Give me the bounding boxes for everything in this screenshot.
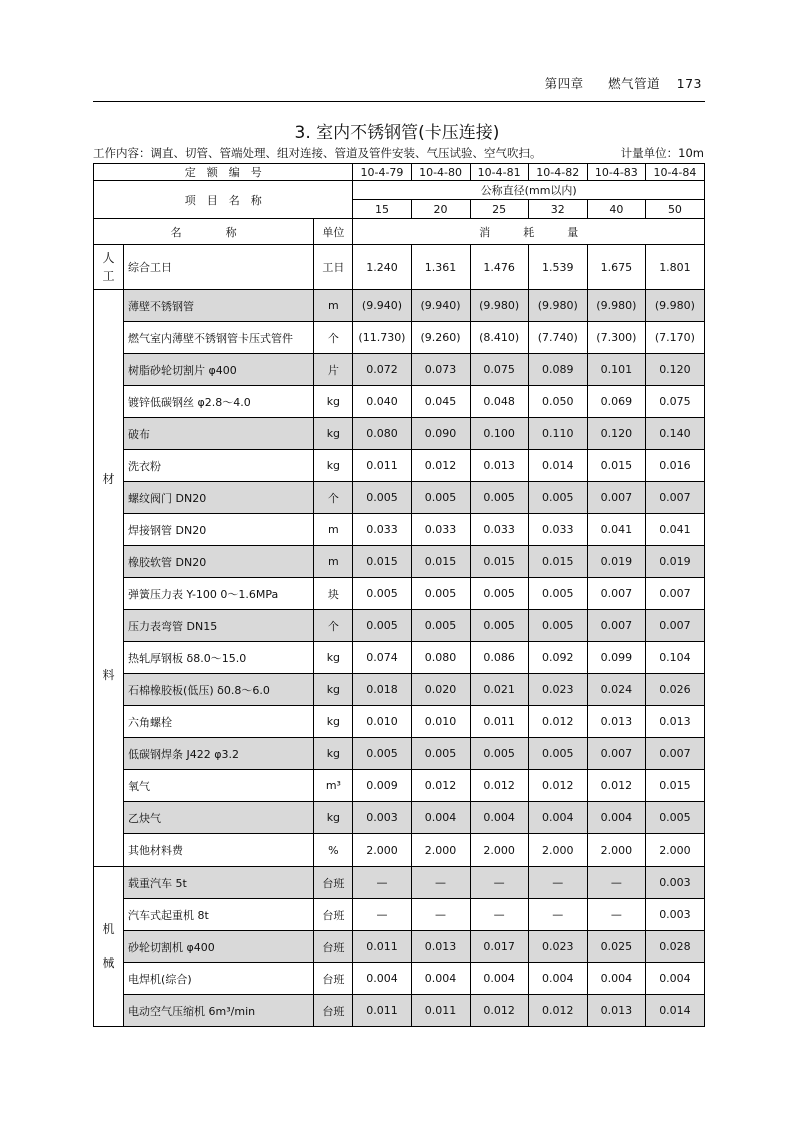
consumption-value: 0.015 xyxy=(645,770,704,802)
consumption-value: 0.005 xyxy=(528,610,587,642)
consumption-value: 0.075 xyxy=(470,354,528,386)
consumption-value: 0.041 xyxy=(587,514,645,546)
table-row xyxy=(94,867,705,899)
consumption-value: 0.005 xyxy=(470,578,528,610)
consumption-value: 0.005 xyxy=(411,610,470,642)
consumption-value: 0.090 xyxy=(411,418,470,450)
diameter-value: 25 xyxy=(470,200,528,219)
table-row xyxy=(94,450,705,482)
consumption-value: 0.015 xyxy=(353,546,411,578)
category-machinery-top: 机 xyxy=(102,921,115,936)
consumption-value: 0.023 xyxy=(528,931,587,963)
item-name: 树脂砂轮切割片 φ400 xyxy=(124,354,314,386)
table-row xyxy=(94,995,705,1027)
consumption-value: 0.045 xyxy=(411,386,470,418)
consumption-value: 0.012 xyxy=(411,770,470,802)
consumption-value: 2.000 xyxy=(587,834,645,867)
category-materials-top: 材 xyxy=(102,472,115,487)
consumption-value: 0.100 xyxy=(470,418,528,450)
consumption-value: 0.110 xyxy=(528,418,587,450)
consumption-value: 0.013 xyxy=(587,995,645,1027)
consumption-value: 0.028 xyxy=(645,931,704,963)
table-row xyxy=(94,322,705,354)
item-unit: 台班 xyxy=(314,867,353,899)
consumption-value: — xyxy=(470,899,528,931)
consumption-value: 0.007 xyxy=(645,578,704,610)
consumption-value: 0.104 xyxy=(645,642,704,674)
consumption-value: 0.003 xyxy=(353,802,411,834)
consumption-value: (11.730) xyxy=(353,322,411,354)
consumption-value: 2.000 xyxy=(645,834,704,867)
item-unit: 台班 xyxy=(314,899,353,931)
item-unit: 片 xyxy=(314,354,353,386)
consumption-value: 0.015 xyxy=(528,546,587,578)
item-name: 弹簧压力表 Y-100 0～1.6MPa xyxy=(124,578,314,610)
consumption-value: 0.041 xyxy=(645,514,704,546)
quota-code: 10-4-84 xyxy=(645,164,704,181)
consumption-value: 2.000 xyxy=(411,834,470,867)
consumption-value: 0.040 xyxy=(353,386,411,418)
consumption-value: 0.003 xyxy=(645,867,704,899)
table-row xyxy=(94,290,705,322)
consumption-value: 0.092 xyxy=(528,642,587,674)
item-name: 洗衣粉 xyxy=(124,450,314,482)
consumption-value: (9.980) xyxy=(528,290,587,322)
item-name: 汽车式起重机 8t xyxy=(124,899,314,931)
consumption-value: — xyxy=(587,867,645,899)
table-row xyxy=(94,738,705,770)
table-row xyxy=(94,931,705,963)
consumption-value: 0.075 xyxy=(645,386,704,418)
item-name: 热轧厚钢板 δ8.0～15.0 xyxy=(124,642,314,674)
table-row xyxy=(94,546,705,578)
item-name: 橡胶软管 DN20 xyxy=(124,546,314,578)
item-name: 镀锌低碳钢丝 φ2.8～4.0 xyxy=(124,386,314,418)
consumption-value: 0.011 xyxy=(353,995,411,1027)
item-unit: m xyxy=(314,514,353,546)
consumption-value: 0.005 xyxy=(470,482,528,514)
consumption-value: 1.240 xyxy=(353,245,411,290)
consumption-value: 0.007 xyxy=(645,610,704,642)
consumption-value: 0.016 xyxy=(645,450,704,482)
item-name: 电动空气压缩机 6m³/min xyxy=(124,995,314,1027)
page-number: 173 xyxy=(676,76,702,91)
item-unit: 个 xyxy=(314,482,353,514)
item-name: 氧气 xyxy=(124,770,314,802)
quota-code-label: 定 额 编 号 xyxy=(94,164,353,181)
consumption-value: 0.004 xyxy=(587,802,645,834)
item-unit: kg xyxy=(314,386,353,418)
quota-code: 10-4-80 xyxy=(411,164,470,181)
table-row xyxy=(94,834,705,867)
consumption-value: 0.074 xyxy=(353,642,411,674)
item-unit: kg xyxy=(314,450,353,482)
item-unit: m xyxy=(314,290,353,322)
item-name: 焊接钢管 DN20 xyxy=(124,514,314,546)
consumption-value: 0.007 xyxy=(645,738,704,770)
column-header-row xyxy=(94,219,705,245)
item-name: 薄壁不锈钢管 xyxy=(124,290,314,322)
consumption-value: 0.004 xyxy=(587,963,645,995)
table-row xyxy=(94,418,705,450)
consumption-value: 0.073 xyxy=(411,354,470,386)
consumption-value: (7.170) xyxy=(645,322,704,354)
consumption-value: 0.005 xyxy=(645,802,704,834)
consumption-value: 0.101 xyxy=(587,354,645,386)
quota-code: 10-4-79 xyxy=(353,164,411,181)
consumption-value: 0.005 xyxy=(411,482,470,514)
table-row xyxy=(94,386,705,418)
consumption-value: 0.025 xyxy=(587,931,645,963)
consumption-value: (9.980) xyxy=(587,290,645,322)
measurement-unit: 计量单位：10m xyxy=(620,146,704,160)
consumption-value: 0.004 xyxy=(470,802,528,834)
consumption-value: 0.024 xyxy=(587,674,645,706)
chapter-label: 第四章 xyxy=(544,76,584,91)
consumption-value: (9.260) xyxy=(411,322,470,354)
consumption-value: 0.033 xyxy=(353,514,411,546)
diameter-value: 40 xyxy=(587,200,645,219)
consumption-value: — xyxy=(528,899,587,931)
table-row xyxy=(94,354,705,386)
item-unit: 工日 xyxy=(314,245,353,290)
item-name: 破布 xyxy=(124,418,314,450)
item-unit: 台班 xyxy=(314,931,353,963)
item-name: 砂轮切割机 φ400 xyxy=(124,931,314,963)
consumption-value: 0.005 xyxy=(411,738,470,770)
consumption-value: 0.014 xyxy=(645,995,704,1027)
name-column-header: 名 称 xyxy=(94,219,314,245)
chapter-topic: 燃气管道 xyxy=(608,76,661,91)
item-unit: m³ xyxy=(314,770,353,802)
consumption-value: 0.007 xyxy=(587,610,645,642)
item-unit: kg xyxy=(314,418,353,450)
consumption-value: 0.033 xyxy=(411,514,470,546)
consumption-value: 0.004 xyxy=(528,963,587,995)
item-unit: kg xyxy=(314,738,353,770)
category-labor xyxy=(94,245,124,290)
consumption-value: 0.010 xyxy=(411,706,470,738)
table-row xyxy=(94,245,705,290)
consumption-value: 0.026 xyxy=(645,674,704,706)
consumption-value: 0.050 xyxy=(528,386,587,418)
table-row xyxy=(94,802,705,834)
table-row xyxy=(94,674,705,706)
item-unit: 块 xyxy=(314,578,353,610)
consumption-value: 0.005 xyxy=(470,738,528,770)
consumption-value: 0.004 xyxy=(353,963,411,995)
consumption-value: 0.012 xyxy=(470,770,528,802)
unit-column-header: 单位 xyxy=(314,219,353,245)
table-row xyxy=(94,514,705,546)
item-unit: m xyxy=(314,546,353,578)
consumption-value: 1.476 xyxy=(470,245,528,290)
item-name-row xyxy=(94,181,705,200)
consumption-value: (7.300) xyxy=(587,322,645,354)
consumption-value: — xyxy=(587,899,645,931)
table-row xyxy=(94,770,705,802)
consumption-value: 0.089 xyxy=(528,354,587,386)
category-machinery-bottom: 械 xyxy=(102,955,115,970)
consumption-value: 0.033 xyxy=(528,514,587,546)
table-row xyxy=(94,706,705,738)
consumption-value: 0.005 xyxy=(411,578,470,610)
consumption-value: 2.000 xyxy=(528,834,587,867)
consumption-value: 0.004 xyxy=(645,963,704,995)
consumption-value: (9.940) xyxy=(411,290,470,322)
category-machinery xyxy=(94,867,124,1027)
consumption-value: 1.539 xyxy=(528,245,587,290)
consumption-value: 0.019 xyxy=(645,546,704,578)
item-unit: 个 xyxy=(314,610,353,642)
quota-table xyxy=(93,163,705,1027)
consumption-value: 0.120 xyxy=(587,418,645,450)
consumption-value: 0.012 xyxy=(528,995,587,1027)
item-name: 螺纹阀门 DN20 xyxy=(124,482,314,514)
item-unit: kg xyxy=(314,642,353,674)
item-unit: 个 xyxy=(314,322,353,354)
consumption-value: — xyxy=(470,867,528,899)
quota-code: 10-4-81 xyxy=(470,164,528,181)
consumption-value: (8.410) xyxy=(470,322,528,354)
table-row xyxy=(94,578,705,610)
diameter-value: 32 xyxy=(528,200,587,219)
consumption-value: 0.005 xyxy=(353,578,411,610)
table-row xyxy=(94,642,705,674)
consumption-value: 0.005 xyxy=(528,738,587,770)
item-name-label: 项 目 名 称 xyxy=(94,181,353,219)
category-materials xyxy=(94,290,124,867)
consumption-value: 0.012 xyxy=(528,770,587,802)
consumption-value: 0.007 xyxy=(587,578,645,610)
consumption-value: — xyxy=(411,899,470,931)
table-row xyxy=(94,899,705,931)
consumption-value: 0.069 xyxy=(587,386,645,418)
consumption-value: 0.086 xyxy=(470,642,528,674)
consumption-value: 0.017 xyxy=(470,931,528,963)
table-row xyxy=(94,610,705,642)
consumption-value: 2.000 xyxy=(470,834,528,867)
consumption-value: (9.980) xyxy=(470,290,528,322)
consumption-value: 0.007 xyxy=(587,738,645,770)
consumption-value: (7.740) xyxy=(528,322,587,354)
consumption-value: 0.005 xyxy=(353,482,411,514)
consumption-value: 0.140 xyxy=(645,418,704,450)
consumption-value: 0.015 xyxy=(470,546,528,578)
consumption-value: 0.013 xyxy=(470,450,528,482)
quota-code-row xyxy=(94,164,705,181)
item-unit: kg xyxy=(314,802,353,834)
diameter-value: 50 xyxy=(645,200,704,219)
consumption-value: — xyxy=(353,867,411,899)
consumption-value: 0.005 xyxy=(528,482,587,514)
category-materials-bottom: 料 xyxy=(102,668,115,682)
item-unit: 台班 xyxy=(314,963,353,995)
consumption-value: (9.980) xyxy=(645,290,704,322)
header-rule xyxy=(93,101,705,102)
category-labor-label: 人工 xyxy=(102,251,115,283)
consumption-value: 0.003 xyxy=(645,899,704,931)
consumption-value: 0.005 xyxy=(470,610,528,642)
item-name: 其他材料费 xyxy=(124,834,314,867)
consumption-value: 0.033 xyxy=(470,514,528,546)
consumption-value: 0.012 xyxy=(470,995,528,1027)
consumption-value: 0.015 xyxy=(411,546,470,578)
consumption-value: 0.019 xyxy=(587,546,645,578)
consumption-value: 0.004 xyxy=(411,963,470,995)
item-name: 燃气室内薄壁不锈钢管卡压式管件 xyxy=(124,322,314,354)
consumption-value: 0.080 xyxy=(353,418,411,450)
consumption-value: 1.361 xyxy=(411,245,470,290)
consumption-value: — xyxy=(353,899,411,931)
consumption-value: 0.080 xyxy=(411,642,470,674)
consumption-value: — xyxy=(411,867,470,899)
item-name: 电焊机(综合) xyxy=(124,963,314,995)
item-unit: kg xyxy=(314,706,353,738)
consumption-value: 0.021 xyxy=(470,674,528,706)
consumption-value: 0.011 xyxy=(411,995,470,1027)
item-unit: % xyxy=(314,834,353,867)
consumption-value: 0.005 xyxy=(353,610,411,642)
consumption-value: 0.023 xyxy=(528,674,587,706)
table-row xyxy=(94,482,705,514)
quota-code: 10-4-83 xyxy=(587,164,645,181)
diameter-value: 15 xyxy=(353,200,411,219)
consumption-value: 0.004 xyxy=(470,963,528,995)
consumption-value: 0.005 xyxy=(353,738,411,770)
page-header xyxy=(545,74,702,92)
consumption-value: 0.099 xyxy=(587,642,645,674)
consumption-value: 2.000 xyxy=(353,834,411,867)
consumption-value: 0.013 xyxy=(411,931,470,963)
table-row xyxy=(94,963,705,995)
diameter-value: 20 xyxy=(411,200,470,219)
item-name: 乙炔气 xyxy=(124,802,314,834)
consumption-value: 0.007 xyxy=(587,482,645,514)
consumption-value: 0.009 xyxy=(353,770,411,802)
consumption-value: 0.072 xyxy=(353,354,411,386)
consumption-value: (9.940) xyxy=(353,290,411,322)
consumption-value: 0.013 xyxy=(645,706,704,738)
consumption-value: 0.120 xyxy=(645,354,704,386)
item-name: 载重汽车 5t xyxy=(124,867,314,899)
consumption-value: 0.011 xyxy=(353,450,411,482)
consumption-value: 0.014 xyxy=(528,450,587,482)
quota-code: 10-4-82 xyxy=(528,164,587,181)
consumption-value: 0.004 xyxy=(528,802,587,834)
consumption-value: 0.048 xyxy=(470,386,528,418)
item-name: 六角螺栓 xyxy=(124,706,314,738)
consumption-value: 1.801 xyxy=(645,245,704,290)
consumption-value: 0.020 xyxy=(411,674,470,706)
consumption-column-header: 消 耗 量 xyxy=(353,219,705,245)
diameter-label: 公称直径(mm以内) xyxy=(353,181,705,200)
consumption-value: 0.011 xyxy=(353,931,411,963)
item-unit: 台班 xyxy=(314,995,353,1027)
consumption-value: 0.018 xyxy=(353,674,411,706)
consumption-value: — xyxy=(528,867,587,899)
consumption-value: 0.013 xyxy=(587,706,645,738)
consumption-value: 0.007 xyxy=(645,482,704,514)
item-name: 综合工日 xyxy=(124,245,314,290)
item-unit: kg xyxy=(314,674,353,706)
work-content: 工作内容：调直、切管、管端处理、组对连接、管道及管件安装、气压试验、空气吹扫。 xyxy=(93,146,542,160)
consumption-value: 1.675 xyxy=(587,245,645,290)
consumption-value: 0.004 xyxy=(411,802,470,834)
consumption-value: 0.010 xyxy=(353,706,411,738)
consumption-value: 0.005 xyxy=(528,578,587,610)
item-name: 石棉橡胶板(低压) δ0.8～6.0 xyxy=(124,674,314,706)
consumption-value: 0.011 xyxy=(470,706,528,738)
consumption-value: 0.012 xyxy=(528,706,587,738)
item-name: 低碳钢焊条 J422 φ3.2 xyxy=(124,738,314,770)
consumption-value: 0.012 xyxy=(587,770,645,802)
consumption-value: 0.012 xyxy=(411,450,470,482)
consumption-value: 0.015 xyxy=(587,450,645,482)
item-name: 压力表弯管 DN15 xyxy=(124,610,314,642)
section-title: 3. 室内不锈钢管(卡压连接) xyxy=(294,123,500,143)
